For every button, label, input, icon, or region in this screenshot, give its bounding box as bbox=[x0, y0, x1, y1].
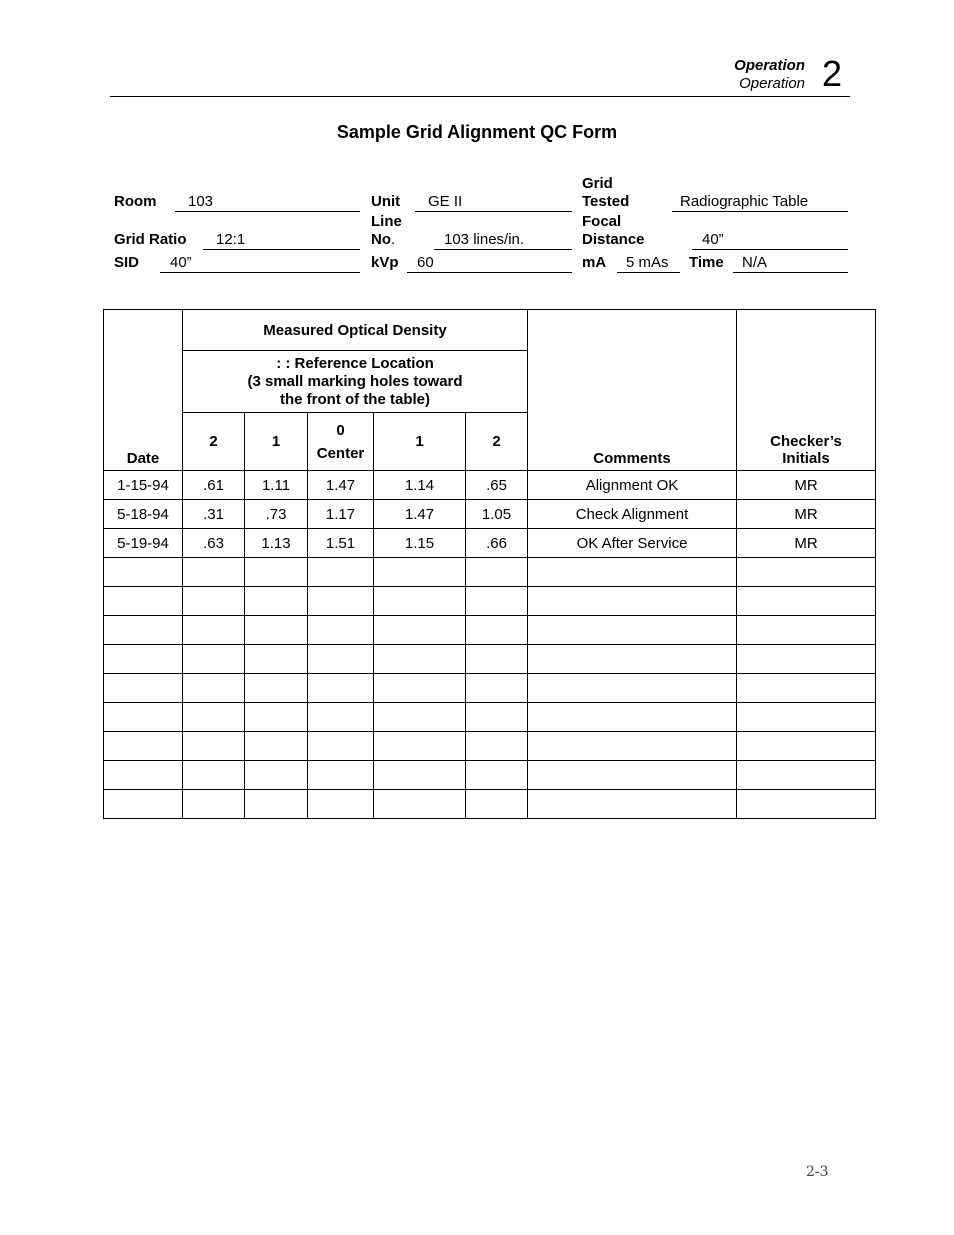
empty-cell bbox=[245, 703, 308, 732]
line-no-value: 103 lines/in. bbox=[444, 231, 525, 248]
center-label: Center bbox=[316, 444, 365, 462]
empty-cell bbox=[528, 674, 737, 703]
empty-cell bbox=[245, 790, 308, 819]
table-row bbox=[104, 529, 876, 558]
empty-cell bbox=[308, 587, 374, 616]
cell-initials: MR bbox=[737, 529, 876, 558]
empty-cell bbox=[308, 703, 374, 732]
col-center-header bbox=[308, 413, 374, 471]
empty-cell bbox=[104, 761, 183, 790]
empty-cell bbox=[374, 674, 466, 703]
empty-cell bbox=[104, 674, 183, 703]
empty-row bbox=[104, 703, 876, 732]
cell-left2: .61 bbox=[183, 471, 245, 500]
cell-comment: OK After Service bbox=[528, 529, 737, 558]
col-left2-header: 2 bbox=[183, 413, 245, 471]
focal-distance-label-1: Focal bbox=[582, 213, 622, 230]
chapter-number: 2 bbox=[822, 53, 843, 94]
empty-cell bbox=[183, 674, 245, 703]
empty-cell bbox=[466, 674, 528, 703]
empty-cell bbox=[737, 645, 876, 674]
empty-cell bbox=[374, 761, 466, 790]
unit-underline bbox=[415, 211, 572, 212]
unit-label: Unit bbox=[371, 193, 401, 210]
empty-row bbox=[104, 616, 876, 645]
measured-density-header: Measured Optical Density bbox=[183, 310, 528, 351]
empty-cell bbox=[466, 587, 528, 616]
cell-comment: Alignment OK bbox=[528, 471, 737, 500]
cell-date: 5-19-94 bbox=[104, 529, 183, 558]
grid-ratio-label: Grid Ratio bbox=[114, 231, 187, 248]
empty-cell bbox=[737, 616, 876, 645]
empty-cell bbox=[528, 558, 737, 587]
empty-cell bbox=[245, 558, 308, 587]
empty-cell bbox=[528, 790, 737, 819]
kvp-underline bbox=[407, 272, 572, 273]
center-number: 0 bbox=[336, 421, 345, 439]
grid-tested-label-2: Tested bbox=[582, 193, 630, 210]
grid-tested-label-1: Grid bbox=[582, 175, 613, 192]
empty-cell bbox=[466, 732, 528, 761]
col-comments-header: Comments bbox=[528, 310, 737, 471]
cell-right1: 1.15 bbox=[374, 529, 466, 558]
cell-initials: MR bbox=[737, 500, 876, 529]
page-number: 2-3 bbox=[806, 1164, 829, 1180]
col-left1-header: 1 bbox=[245, 413, 308, 471]
cell-right1: 1.47 bbox=[374, 500, 466, 529]
empty-cell bbox=[183, 558, 245, 587]
empty-cell bbox=[528, 587, 737, 616]
empty-cell bbox=[466, 790, 528, 819]
col-right2-header: 2 bbox=[466, 413, 528, 471]
cell-comment: Check Alignment bbox=[528, 500, 737, 529]
empty-row bbox=[104, 790, 876, 819]
ma-label: mA bbox=[582, 254, 607, 271]
line-no-label-text: No bbox=[371, 231, 391, 248]
room-label: Room bbox=[114, 193, 157, 210]
empty-cell bbox=[528, 645, 737, 674]
kvp-value: 60 bbox=[417, 254, 434, 271]
focal-distance-underline bbox=[692, 249, 848, 250]
focal-distance-value: 40” bbox=[702, 231, 724, 248]
empty-cell bbox=[528, 703, 737, 732]
line-no-dot: . bbox=[391, 231, 396, 248]
empty-cell bbox=[183, 761, 245, 790]
empty-cell bbox=[183, 703, 245, 732]
time-value: N/A bbox=[742, 254, 768, 271]
empty-cell bbox=[308, 761, 374, 790]
checker-header-line2: Initials bbox=[782, 450, 830, 467]
empty-cell bbox=[104, 558, 183, 587]
empty-cell bbox=[466, 703, 528, 732]
ma-value: 5 mAs bbox=[626, 254, 669, 271]
empty-row bbox=[104, 645, 876, 674]
grid-ratio-underline bbox=[203, 249, 360, 250]
empty-cell bbox=[308, 790, 374, 819]
table-row bbox=[104, 471, 876, 500]
ref-line2: (3 small marking holes toward bbox=[247, 372, 463, 390]
sid-value: 40” bbox=[170, 254, 192, 271]
col-checker-header bbox=[737, 310, 876, 471]
empty-cell bbox=[466, 558, 528, 587]
page-title: Sample Grid Alignment QC Form bbox=[336, 122, 618, 142]
header-section-italic: Operation bbox=[739, 75, 805, 92]
cell-date: 1-15-94 bbox=[104, 471, 183, 500]
empty-cell bbox=[737, 587, 876, 616]
empty-cell bbox=[183, 587, 245, 616]
focal-distance-label-2: Distance bbox=[582, 231, 645, 248]
empty-cell bbox=[374, 587, 466, 616]
cell-left2: .31 bbox=[183, 500, 245, 529]
empty-cell bbox=[104, 703, 183, 732]
room-value: 103 bbox=[188, 193, 214, 210]
empty-cell bbox=[374, 616, 466, 645]
cell-right2: .65 bbox=[466, 471, 528, 500]
ref-line3: the front of the table) bbox=[280, 390, 430, 408]
empty-cell bbox=[737, 703, 876, 732]
kvp-label: kVp bbox=[371, 254, 399, 271]
empty-row bbox=[104, 732, 876, 761]
empty-cell bbox=[374, 645, 466, 674]
line-no-label-2 bbox=[371, 231, 395, 249]
empty-cell bbox=[308, 558, 374, 587]
empty-cell bbox=[374, 732, 466, 761]
header-rule bbox=[110, 96, 850, 97]
ref-line1: : : Reference Location bbox=[276, 354, 434, 372]
cell-date: 5-18-94 bbox=[104, 500, 183, 529]
cell-center: 1.51 bbox=[308, 529, 374, 558]
empty-cell bbox=[737, 558, 876, 587]
cell-center: 1.17 bbox=[308, 500, 374, 529]
empty-cell bbox=[528, 732, 737, 761]
empty-row bbox=[104, 558, 876, 587]
cell-left1: 1.11 bbox=[245, 471, 308, 500]
unit-value: GE II bbox=[428, 193, 463, 210]
cell-left1: 1.13 bbox=[245, 529, 308, 558]
empty-cell bbox=[104, 732, 183, 761]
empty-cell bbox=[737, 674, 876, 703]
empty-cell bbox=[737, 732, 876, 761]
empty-cell bbox=[374, 790, 466, 819]
empty-cell bbox=[528, 616, 737, 645]
empty-cell bbox=[308, 674, 374, 703]
sid-underline bbox=[160, 272, 360, 273]
cell-right2: .66 bbox=[466, 529, 528, 558]
empty-cell bbox=[104, 587, 183, 616]
sid-label: SID bbox=[114, 254, 140, 271]
grid-ratio-value: 12:1 bbox=[216, 231, 246, 248]
room-underline bbox=[175, 211, 360, 212]
qc-table bbox=[103, 309, 876, 819]
col-right1-header: 1 bbox=[374, 413, 466, 471]
empty-cell bbox=[737, 790, 876, 819]
empty-row bbox=[104, 761, 876, 790]
header-section-bold: Operation bbox=[734, 57, 805, 74]
empty-cell bbox=[466, 761, 528, 790]
cell-right2: 1.05 bbox=[466, 500, 528, 529]
grid-tested-value: Radiographic Table bbox=[680, 193, 809, 210]
empty-cell bbox=[308, 616, 374, 645]
cell-left2: .63 bbox=[183, 529, 245, 558]
line-no-underline bbox=[434, 249, 572, 250]
empty-cell bbox=[183, 645, 245, 674]
empty-cell bbox=[245, 587, 308, 616]
empty-cell bbox=[245, 645, 308, 674]
col-date-header: Date bbox=[104, 310, 183, 471]
empty-row bbox=[104, 674, 876, 703]
empty-cell bbox=[245, 674, 308, 703]
empty-cell bbox=[245, 732, 308, 761]
empty-cell bbox=[104, 790, 183, 819]
empty-cell bbox=[374, 558, 466, 587]
time-underline bbox=[733, 272, 848, 273]
empty-cell bbox=[104, 645, 183, 674]
cell-initials: MR bbox=[737, 471, 876, 500]
empty-cell bbox=[737, 761, 876, 790]
empty-cell bbox=[374, 703, 466, 732]
cell-center: 1.47 bbox=[308, 471, 374, 500]
empty-cell bbox=[528, 761, 737, 790]
ma-underline bbox=[617, 272, 680, 273]
checker-header-line1: Checker’s bbox=[770, 433, 842, 450]
table-row bbox=[104, 500, 876, 529]
cell-left1: .73 bbox=[245, 500, 308, 529]
empty-cell bbox=[104, 616, 183, 645]
empty-cell bbox=[183, 732, 245, 761]
empty-cell bbox=[466, 616, 528, 645]
reference-location-header bbox=[183, 351, 528, 413]
cell-right1: 1.14 bbox=[374, 471, 466, 500]
empty-cell bbox=[308, 645, 374, 674]
line-no-label-1: Line bbox=[371, 213, 402, 230]
empty-cell bbox=[183, 790, 245, 819]
empty-cell bbox=[466, 645, 528, 674]
empty-cell bbox=[245, 616, 308, 645]
time-label: Time bbox=[689, 254, 724, 271]
empty-row bbox=[104, 587, 876, 616]
grid-tested-underline bbox=[672, 211, 848, 212]
empty-cell bbox=[183, 616, 245, 645]
empty-cell bbox=[308, 732, 374, 761]
empty-cell bbox=[245, 761, 308, 790]
